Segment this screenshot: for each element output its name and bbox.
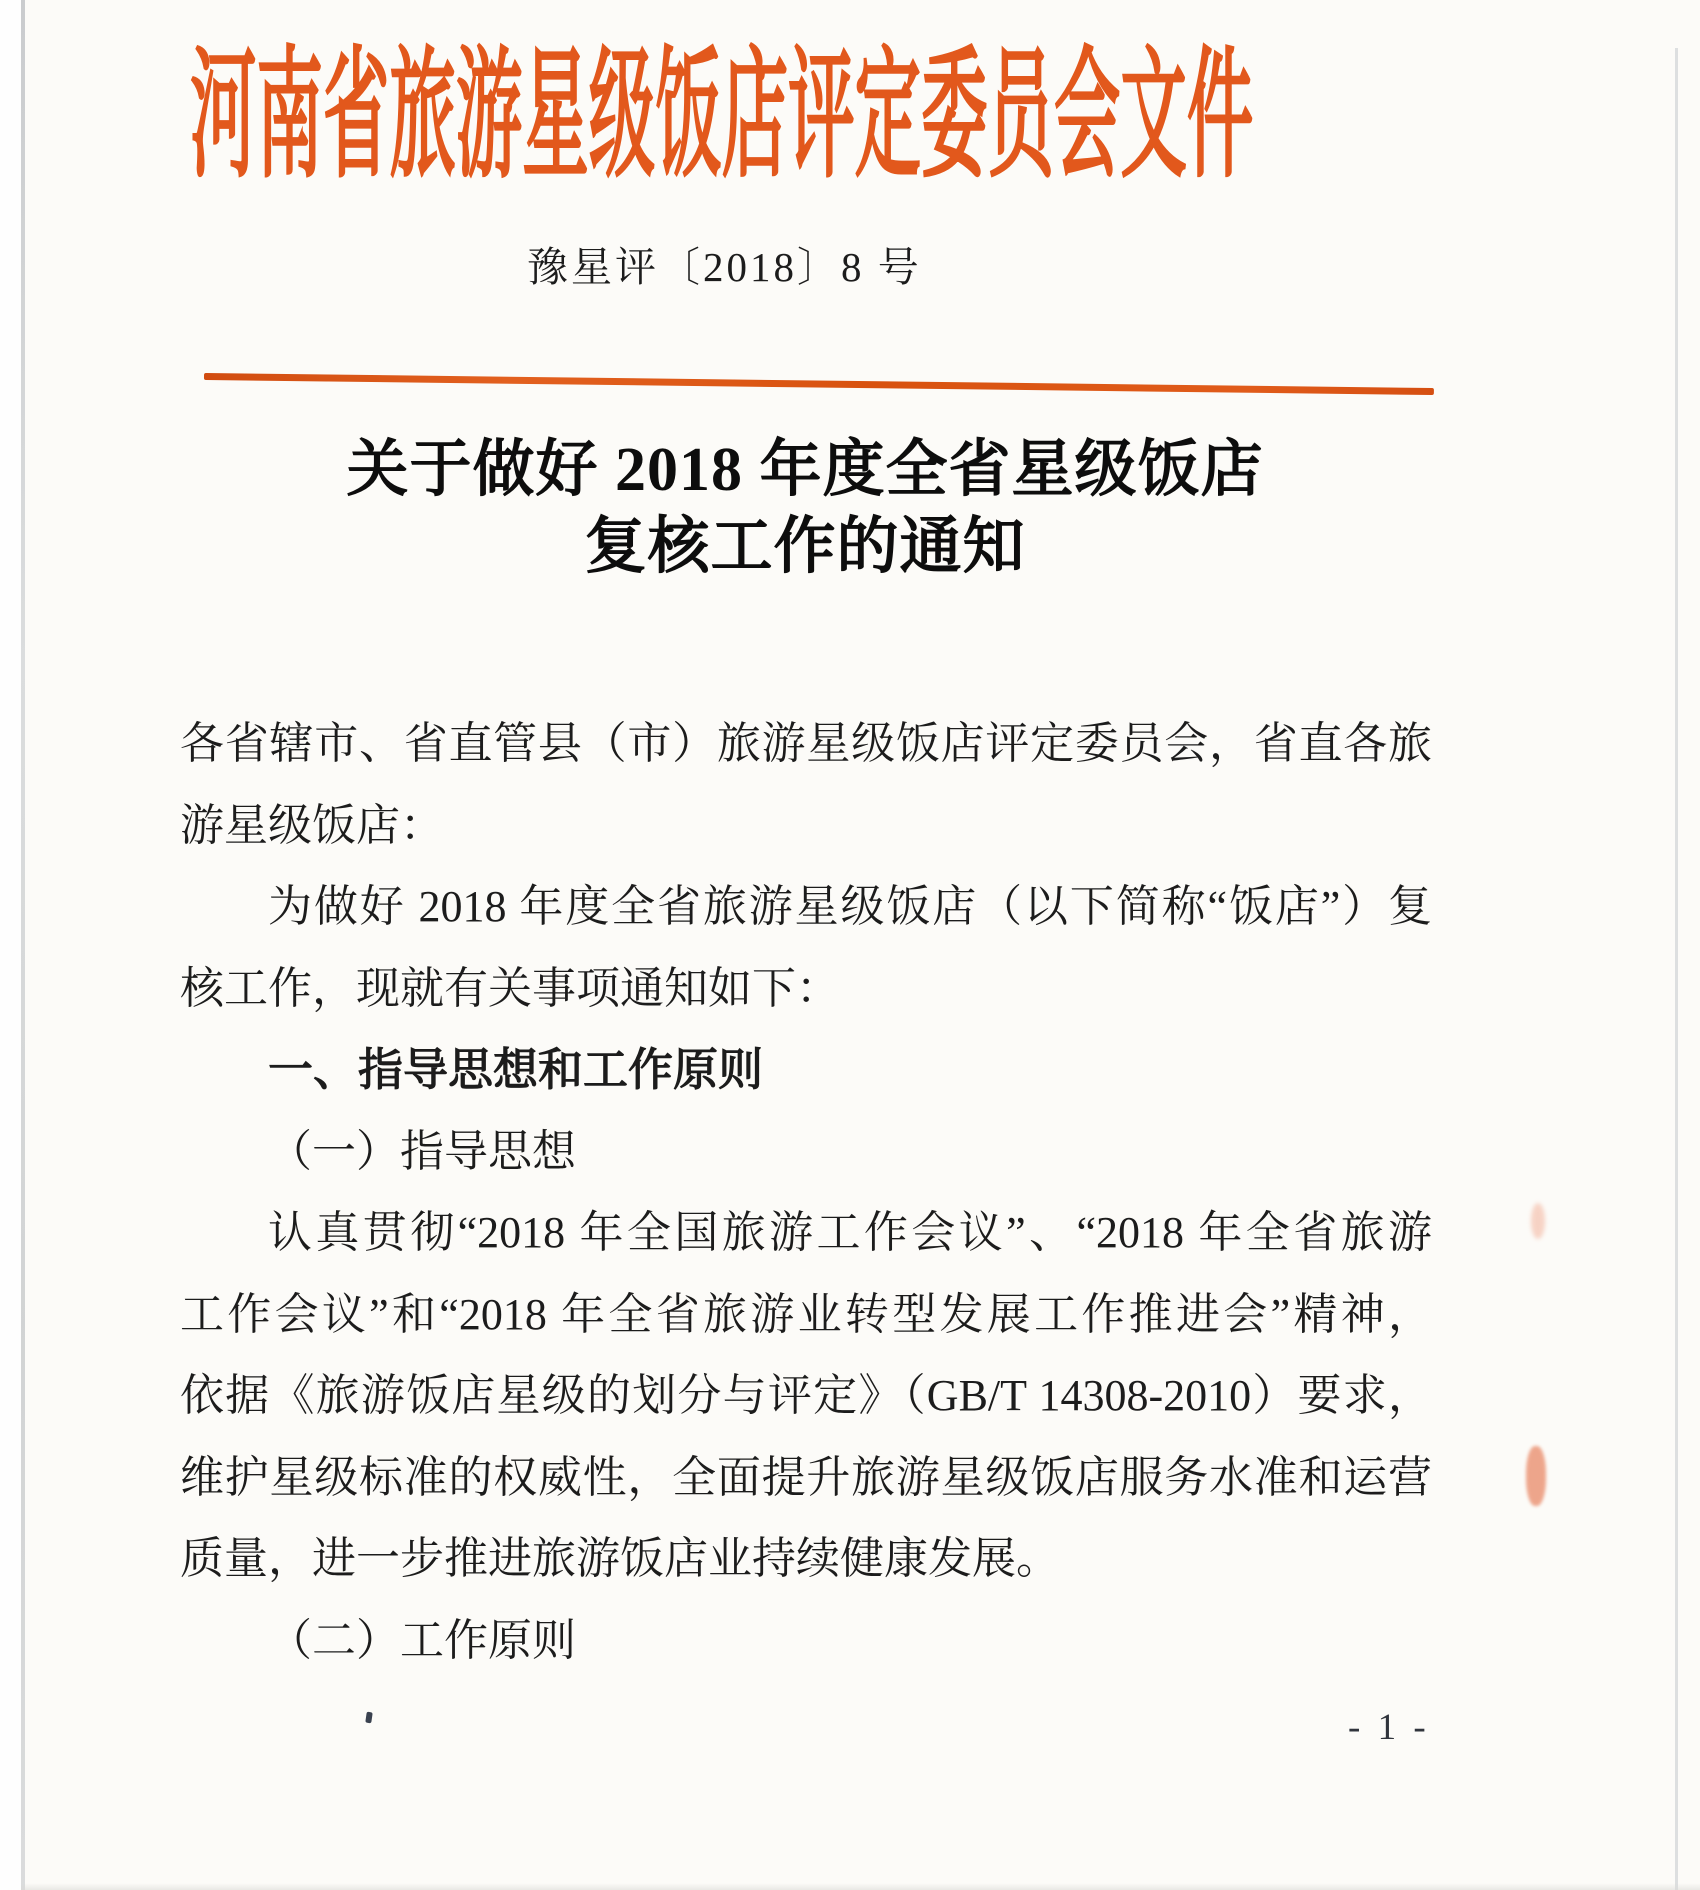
body-subsection-heading: （二）工作原则 [268,1615,576,1665]
scan-left-margin [0,0,21,1890]
scan-edge-left [21,0,25,1890]
body-line: 认真贯彻“2018 年全国旅游工作会议”、“2018 年全省旅游 [268,1208,1432,1257]
notice-body [180,703,1432,1681]
body-line: 游星级饭店： [180,800,444,850]
body-line: 工作会议”和“2018 年全省旅游业转型发展工作推进会”精神， [180,1289,1432,1339]
scan-edge-bottom [21,1883,1700,1890]
letterhead-title: 河南省旅游星级饭店评定委员会文件 [190,37,1254,195]
page-number: - 1 - [1348,1707,1430,1748]
notice-title [180,432,1430,586]
body-line: 维护星级标准的权威性，全面提升旅游星级饭店服务水准和运营 [180,1452,1432,1502]
document-number: 豫星评〔2018〕8 号 [527,244,922,290]
body-section-heading: 一、指导思想和工作原则 [268,1044,764,1095]
body-line: 质量，进一步推进旅游饭店业持续健康发展。 [180,1534,1060,1583]
pink-smudge-upper [1531,1203,1545,1239]
body-subsection-heading: （一）指导思想 [268,1126,576,1176]
notice-title-line2: 复核工作的通知 [584,513,1026,581]
body-line: 核工作，现就有关事项通知如下： [180,963,840,1013]
scan-edge-right [1675,48,1678,1890]
body-line: 为做好 2018 年度全省旅游星级饭店（以下简称“饭店”）复 [268,882,1432,931]
pink-smudge-lower [1526,1446,1546,1506]
notice-title-line1: 关于做好 2018 年度全省星级饭店 [346,436,1264,504]
ink-speck [365,1712,372,1724]
body-line: 各省辖市、省直管县（市）旅游星级饭店评定委员会，省直各旅 [180,719,1432,768]
body-line: 依据《旅游饭店星级的划分与评定》（GB/T 14308-2010）要求， [180,1371,1432,1420]
red-divider-line [204,373,1434,395]
